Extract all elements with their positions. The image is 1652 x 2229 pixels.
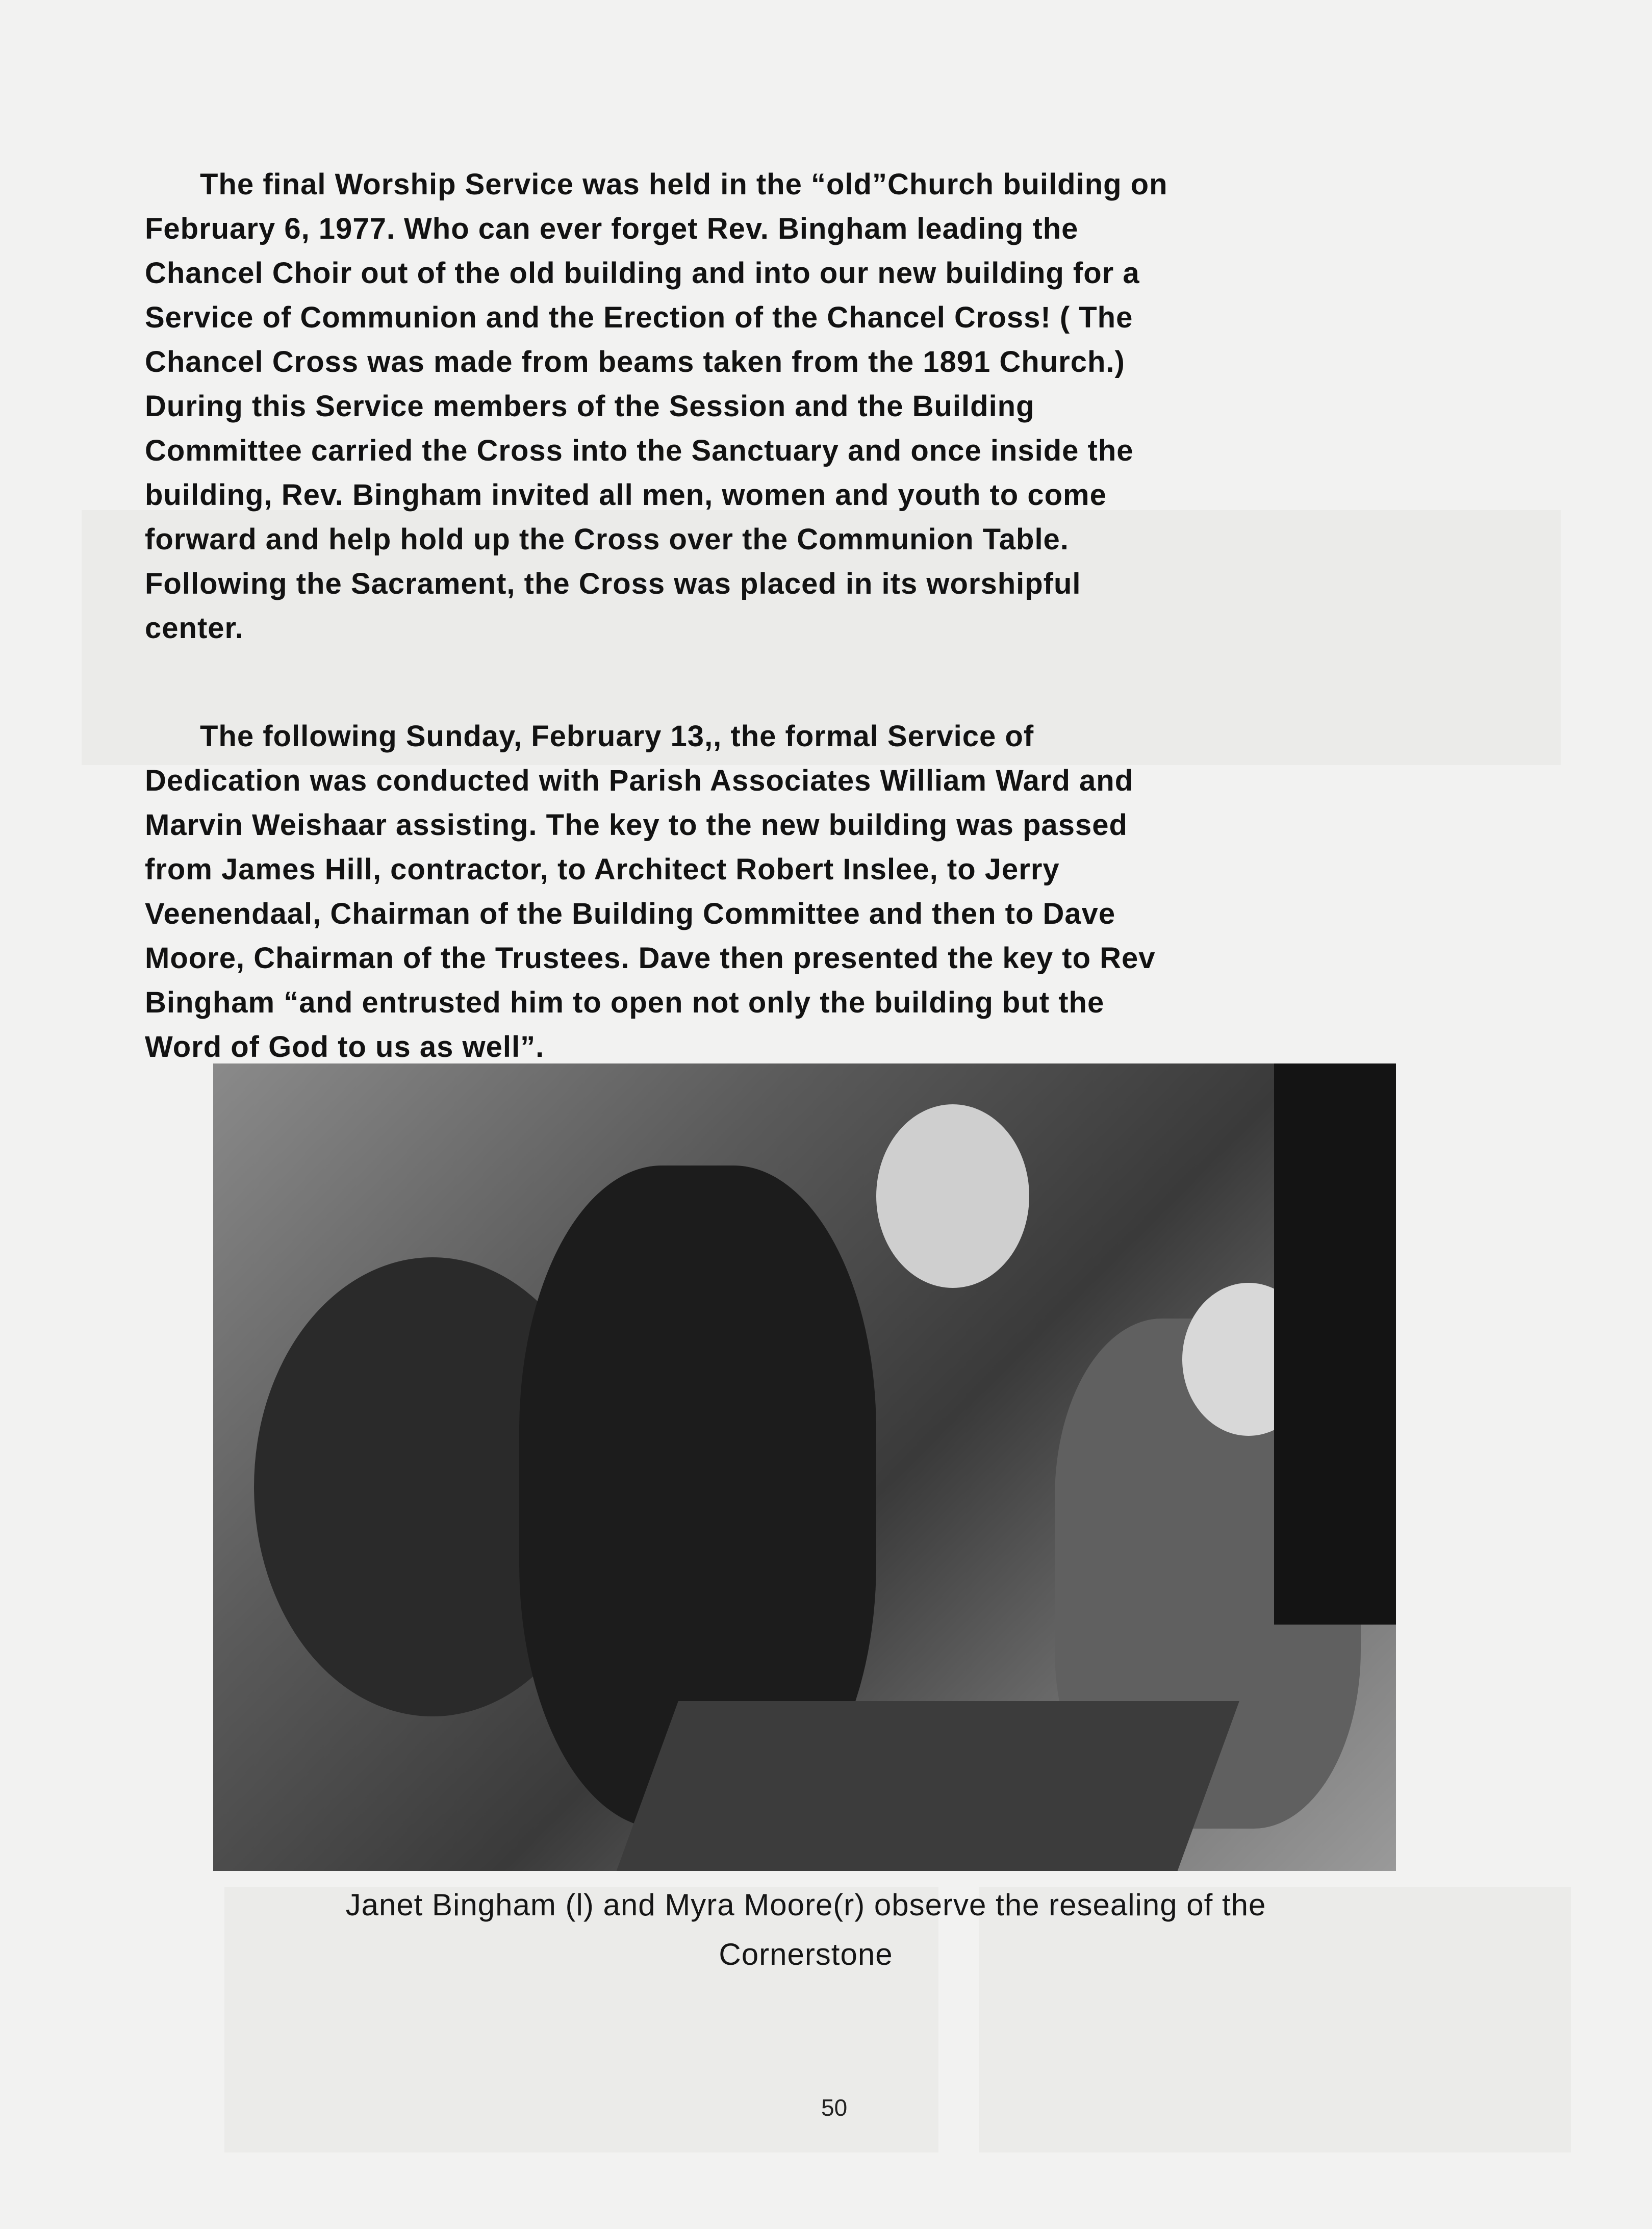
text-line: The final Worship Service was held in the “old”Church building on <box>200 168 1168 201</box>
text-line: Chancel Choir out of the old building and into our new building for a <box>145 257 1140 290</box>
photo-cornerstone-box <box>615 1701 1239 1871</box>
photo-caption: Janet Bingham (l) and Myra Moore(r) observe the resealing of the <box>345 1888 1266 1922</box>
text-line: Dedication was conducted with Parish Associates William Ward and <box>145 764 1134 797</box>
paragraph-final-worship-service <box>145 162 1420 650</box>
text-line: February 6, 1977. Who can ever forget Rev. Bingham leading the <box>145 212 1079 245</box>
text-line: Service of Communion and the Erection of the Chancel Cross! ( The <box>145 301 1133 334</box>
paragraph-dedication-service <box>145 714 1420 1069</box>
text-line: Marvin Weishaar assisting. The key to the new building was passed <box>145 808 1128 842</box>
text-line: building, Rev. Bingham invited all men, women and youth to come <box>145 478 1107 512</box>
text-line: center. <box>145 612 244 645</box>
page-number: 50 <box>821 2094 848 2121</box>
text-line: Word of God to us as well”. <box>145 1030 545 1063</box>
text-line: Committee carried the Cross into the Sanctuary and once inside the <box>145 434 1134 467</box>
text-line: The following Sunday, February 13,, the formal Service of <box>200 720 1034 753</box>
photo-figure <box>876 1104 1029 1288</box>
text-line: Chancel Cross was made from beams taken from the 1891 Church.) <box>145 345 1125 378</box>
text-line: Following the Sacrament, the Cross was placed in its worshipful <box>145 567 1081 600</box>
photo-window <box>1274 1063 1396 1625</box>
cornerstone-photo <box>213 1063 1396 1871</box>
photo-caption: Cornerstone <box>719 1937 893 1971</box>
text-line: Bingham “and entrusted him to open not only the building but the <box>145 986 1105 1019</box>
text-line: from James Hill, contractor, to Architect Robert Inslee, to Jerry <box>145 853 1060 886</box>
text-line: Veenendaal, Chairman of the Building Committee and then to Dave <box>145 897 1116 930</box>
text-line: Moore, Chairman of the Trustees. Dave then presented the key to Rev <box>145 942 1156 975</box>
bleed-through-image <box>979 1887 1571 2152</box>
text-line: forward and help hold up the Cross over the Communion Table. <box>145 523 1069 556</box>
text-line: During this Service members of the Session and the Building <box>145 390 1035 423</box>
